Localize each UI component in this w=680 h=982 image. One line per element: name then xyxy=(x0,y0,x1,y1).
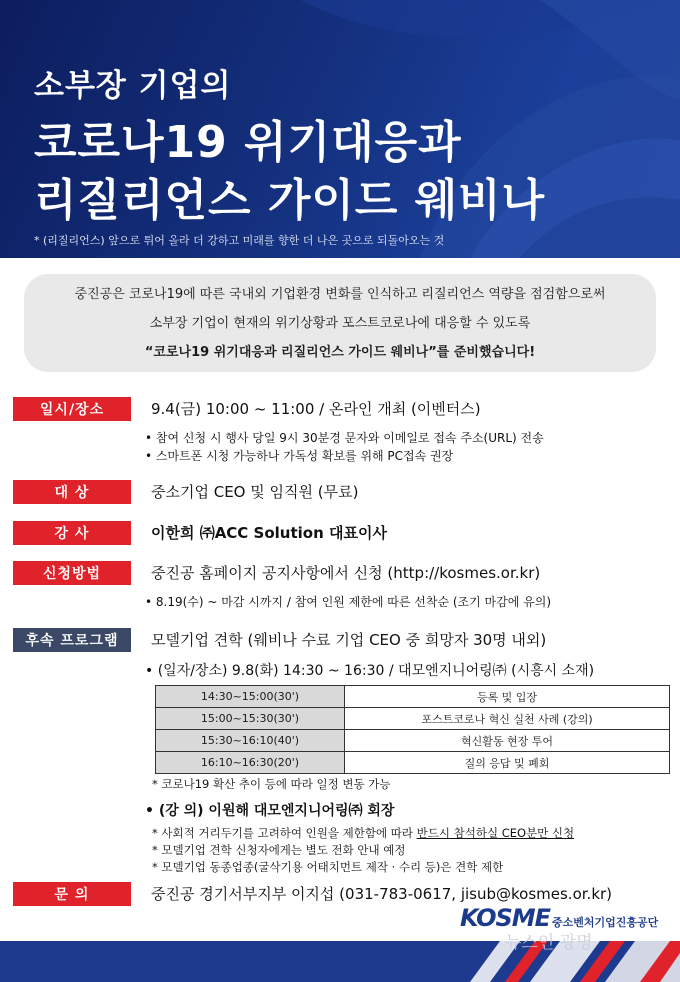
table-time-cell: 14:30~15:00(30') xyxy=(156,686,345,708)
contact-value: 중진공 경기서부지부 이지섭 (031-783-0617, jisub@kosmes.or.kr) xyxy=(151,885,613,903)
target-label: 대 상 xyxy=(13,480,131,504)
hero-title-line2: 리질리언스 가이드 웨비나 xyxy=(34,175,546,226)
followup-date-line: • (일자/장소) 9.8(화) 14:30 ~ 16:30 / 대모엔지니어링㈜ (시흥시 소재) xyxy=(145,663,595,679)
table-content-cell: 등록 및 입장 xyxy=(345,686,670,708)
table-row xyxy=(156,686,670,708)
followup-note-2: * 모델기업 견학 신청자에게는 별도 전화 안내 예정 xyxy=(152,843,406,857)
table-row xyxy=(156,752,670,774)
apply-bullet: • 8.19(수) ~ 마감 시까지 / 참여 인원 제한에 따른 선착순 (조기 마감에 유의) xyxy=(145,595,552,609)
table-content-cell: 혁신활동 현장 투어 xyxy=(345,730,670,752)
speaker-value: 이한희 ㈜ACC Solution 대표이사 xyxy=(151,524,387,542)
table-row xyxy=(156,708,670,730)
intro-box xyxy=(24,274,656,372)
followup-schedule-table xyxy=(155,685,670,774)
table-row xyxy=(156,730,670,752)
followup-note-1 xyxy=(152,825,574,841)
speaker-label: 강 사 xyxy=(13,521,131,545)
hero-banner xyxy=(0,0,680,258)
table-time-cell: 15:30~16:10(40') xyxy=(156,730,345,752)
intro-line1: 중진공은 코로나19에 따른 국내외 기업환경 변화를 인식하고 리질리언스 역량을 점검함으로써 xyxy=(74,287,606,302)
schedule-value: 9.4(금) 10:00 ~ 11:00 / 온라인 개최 (이벤터스) xyxy=(151,400,481,418)
followup-note-1-text: * 사회적 거리두기를 고려하여 인원을 제한함에 따라 xyxy=(152,826,417,840)
hero-footnote: * (리질리언스) 앞으로 튀어 올라 더 강하고 미래를 향한 더 나은 곳으로 되돌아오는 것 xyxy=(34,234,445,247)
intro-line3: “코로나19 위기대응과 리질리언스 가이드 웨비나”를 준비했습니다! xyxy=(144,345,536,360)
followup-note-3: * 모델기업 동종업종(굴삭기용 어태치먼트 제작 · 수리 등)은 견학 제한 xyxy=(152,860,504,874)
followup-value: 모델기업 견학 (웨비나 수료 기업 CEO 중 희망자 30명 내외) xyxy=(151,631,547,649)
target-value: 중소기업 CEO 및 임직원 (무료) xyxy=(151,483,359,501)
table-note: * 코로나19 확산 추이 등에 따라 일정 변동 가능 xyxy=(152,777,391,791)
hero-subtitle: 소부장 기업의 xyxy=(34,68,232,104)
followup-label: 후속 프로그램 xyxy=(13,628,131,652)
table-time-cell: 15:00~15:30(30') xyxy=(156,708,345,730)
lecture-line: • (강 의) 이원해 대모엔지니어링㈜ 회장 xyxy=(145,803,395,819)
schedule-bullet-1: • 참여 신청 시 행사 당일 9시 30분경 문자와 이메일로 접속 주소(URL) 전송 xyxy=(145,431,544,445)
apply-value: 중진공 홈페이지 공지사항에서 신청 (http://kosmes.or.kr) xyxy=(151,564,541,582)
schedule-label: 일시/장소 xyxy=(13,397,131,421)
hero-title-line1: 코로나19 위기대응과 xyxy=(34,117,462,168)
followup-note-1-underlined: 반드시 참석하실 CEO분만 신청 xyxy=(416,826,575,840)
table-time-cell: 16:10~16:30(20') xyxy=(156,752,345,774)
table-content-cell: 포스트코로나 혁신 실천 사례 (강의) xyxy=(345,708,670,730)
kosme-logo-text: KOSME xyxy=(460,904,551,932)
contact-label: 문 의 xyxy=(13,882,131,906)
intro-line2: 소부장 기업이 현재의 위기상황과 포스트코로나에 대응할 수 있도록 xyxy=(149,316,531,331)
apply-label: 신청방법 xyxy=(13,561,131,585)
schedule-bullet-2: • 스마트폰 시청 가능하나 가독성 확보를 위해 PC접속 권장 xyxy=(145,449,454,463)
watermark: 뉴스인 광명 xyxy=(505,933,593,953)
kosme-name: 중소벤처기업진흥공단 xyxy=(552,916,659,929)
table-content-cell: 질의 응답 및 폐회 xyxy=(345,752,670,774)
